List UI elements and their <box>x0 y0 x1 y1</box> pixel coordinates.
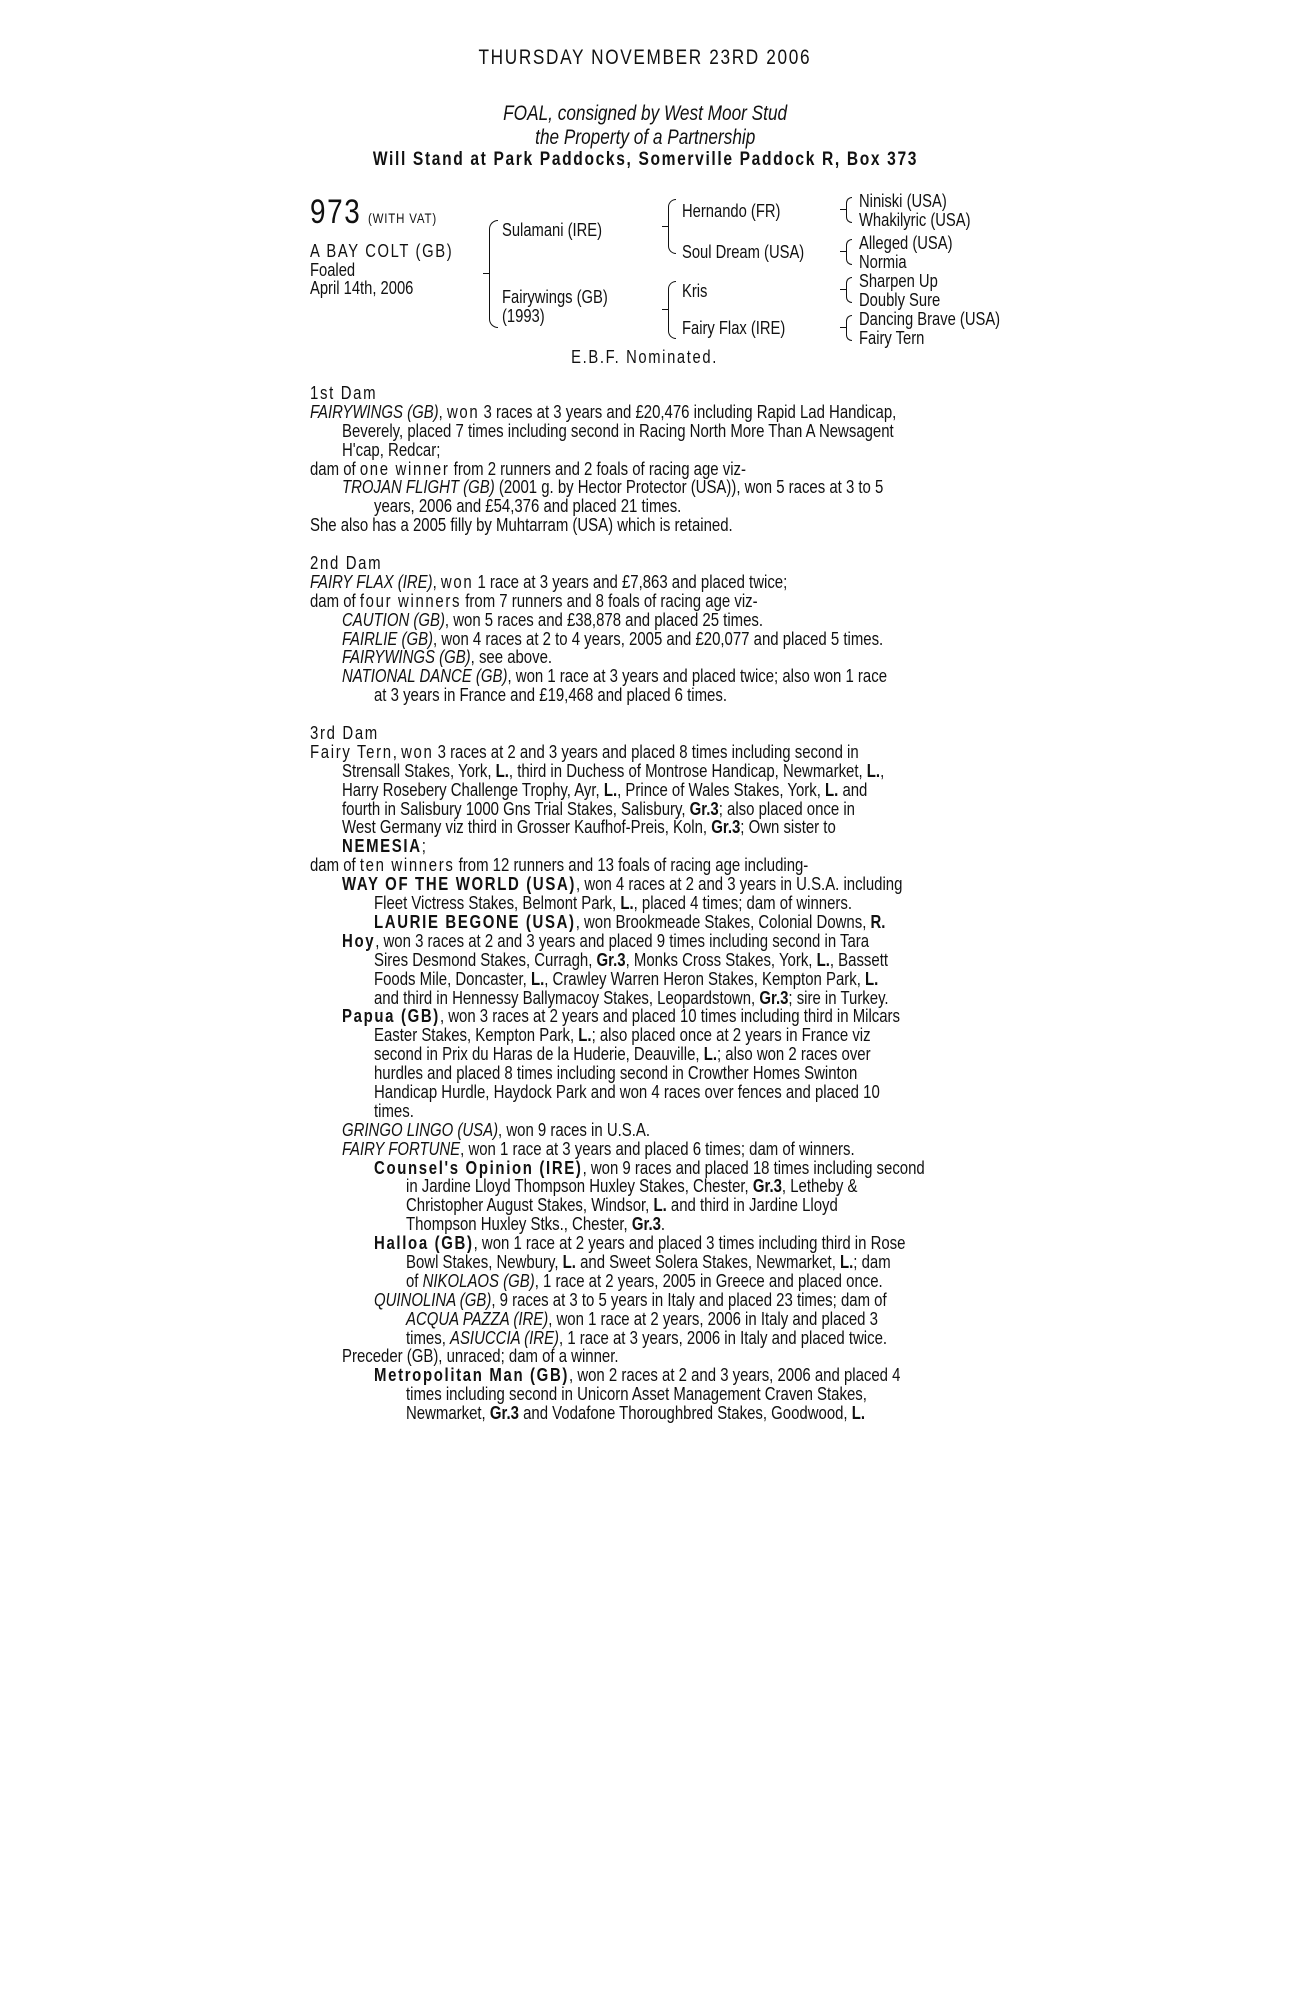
record-line <box>310 913 990 932</box>
text-run: , Prince of Wales Stakes, York, <box>617 779 826 800</box>
text-run: won <box>446 401 480 422</box>
text-run: dam of <box>310 590 360 611</box>
text-run: CAUTION (GB) <box>342 609 445 630</box>
sire-sire: Hernando (FR) <box>682 201 781 221</box>
text-run: , see above. <box>470 647 553 668</box>
text-run: times. <box>374 1100 414 1121</box>
text-run: Counsel's Opinion (IRE) <box>374 1157 583 1178</box>
text-run: Fairy Tern <box>310 741 393 762</box>
text-run: years, 2006 and £54,376 and placed 21 times. <box>374 496 682 517</box>
record-line <box>310 1310 990 1329</box>
section-heading <box>310 554 990 573</box>
record-line <box>310 611 990 630</box>
record-line <box>310 403 990 422</box>
record-line <box>310 1007 990 1026</box>
text-run: R. <box>870 911 886 932</box>
text-run: 1 race at 3 years and £7,863 and placed twice; <box>473 571 788 592</box>
text-run: , <box>392 741 402 762</box>
text-run: FAIRY FORTUNE <box>342 1138 461 1159</box>
text-run: Fleet Victress Stakes, Belmont Park, <box>374 893 621 914</box>
text-run: dam of <box>310 855 360 876</box>
text-run: L. <box>851 1403 866 1424</box>
gen3-2: Whakilyric (USA) <box>859 210 971 230</box>
section-gap <box>310 535 990 554</box>
text-run: L. <box>578 1025 592 1046</box>
text-run: , <box>880 760 885 781</box>
text-run: from 2 runners and 2 foals of racing age viz- <box>449 458 746 479</box>
record-line <box>310 970 990 989</box>
text-run: L. <box>866 760 881 781</box>
sire-brace <box>668 199 676 254</box>
gen3-7: Dancing Brave (USA) <box>859 309 1001 329</box>
record-line <box>310 1121 990 1140</box>
record-line <box>310 1196 990 1215</box>
text-run: , placed 4 times; dam of winners. <box>633 893 853 914</box>
text-run: won <box>401 741 434 762</box>
text-run: Foods Mile, Doncaster, <box>374 968 531 989</box>
dam-year: (1993) <box>502 306 545 326</box>
text-run: from 7 runners and 8 foals of racing age viz- <box>461 590 758 611</box>
text-run: Preceder (GB), unraced; dam of a winner. <box>342 1346 619 1367</box>
record-line <box>310 1272 990 1291</box>
text-run: , won 4 races at 2 to 4 years, 2005 and £20,077 and placed 5 times. <box>433 628 884 649</box>
text-run: LAURIE BEGONE (USA) <box>374 911 576 932</box>
text-run: L. <box>603 779 618 800</box>
lot-number: 973 (WITH VAT) <box>310 193 437 231</box>
text-run: and <box>838 779 868 800</box>
text-run: , won 1 race at 2 years and placed 3 times including third in Rose <box>473 1233 906 1254</box>
produce-record <box>310 384 990 1423</box>
text-run: L. <box>530 968 545 989</box>
text-run: NIKOLAOS (GB) <box>422 1270 535 1291</box>
text-run: Gr.3 <box>752 1176 782 1197</box>
section-gap <box>310 705 990 724</box>
foaled-label: Foaled <box>310 260 356 280</box>
text-run: hurdles and placed 8 times including second in Crowther Homes Swinton <box>374 1063 858 1084</box>
text-run: She also has a 2005 filly by Muhtarram (USA) which is retained. <box>310 515 733 536</box>
record-line <box>310 1102 990 1121</box>
text-run: , 1 race at 3 years, 2006 in Italy and placed twice. <box>559 1327 888 1348</box>
record-line <box>310 875 990 894</box>
record-line <box>310 686 990 705</box>
record-line <box>310 478 990 497</box>
text-run: (2001 g. by Hector Protector (USA)), won 5 races at 3 to 5 <box>494 477 884 498</box>
text-run: Metropolitan Man (GB) <box>374 1365 570 1386</box>
text-run: L. <box>562 1251 576 1272</box>
text-run: Halloa (GB) <box>374 1233 474 1254</box>
text-run: , <box>432 571 441 592</box>
text-run: L. <box>495 760 509 781</box>
text-run: GRINGO LINGO (USA) <box>342 1119 499 1140</box>
text-run: FAIRYWINGS (GB) <box>310 401 439 422</box>
text-run: , Crawley Warren Heron Stakes, Kempton Park, <box>544 968 866 989</box>
record-line <box>310 800 990 819</box>
lot-description: A BAY COLT (GB) <box>310 241 454 261</box>
text-run: won <box>440 571 474 592</box>
dam-brace <box>668 281 676 339</box>
text-run: 3rd Dam <box>310 723 379 744</box>
text-run: ; sire in Turkey. <box>788 987 889 1008</box>
record-line <box>310 1234 990 1253</box>
text-run: times including second in Unicorn Asset Management Craven Stakes, <box>406 1384 867 1405</box>
text-run: Easter Stakes, Kempton Park, <box>374 1025 579 1046</box>
record-line <box>310 1404 990 1423</box>
text-run: Harry Rosebery Challenge Trophy, Ayr, <box>342 779 604 800</box>
brace-3d <box>846 315 852 341</box>
text-run: L. <box>840 1251 854 1272</box>
brace-3c <box>846 277 852 303</box>
text-run: at 3 years in France and £19,468 and placed 6 times. <box>374 685 727 706</box>
text-run: , won 9 races in U.S.A. <box>498 1119 651 1140</box>
record-line <box>310 441 990 460</box>
record-line <box>310 818 990 837</box>
section-heading <box>310 724 990 743</box>
gen3-1: Niniski (USA) <box>859 191 947 211</box>
text-run: , won 2 races at 2 and 3 years, 2006 and placed 4 <box>569 1365 901 1386</box>
sire-name: Sulamani (IRE) <box>502 220 603 240</box>
text-run: NATIONAL DANCE (GB) <box>342 666 508 687</box>
text-run: FAIRLIE (GB) <box>342 628 434 649</box>
record-line <box>310 1385 990 1404</box>
text-run: Strensall Stakes, York, <box>342 760 496 781</box>
location-line: Will Stand at Park Paddocks, Somerville Paddock R, Box 373 <box>372 149 918 170</box>
brace-3a <box>846 197 852 223</box>
text-run: and Vodafone Thoroughbred Stakes, Goodwood, <box>518 1403 852 1424</box>
text-run: and Sweet Solera Stakes, Newmarket, <box>575 1251 841 1272</box>
record-line <box>310 497 990 516</box>
record-line <box>310 1347 990 1366</box>
record-line <box>310 422 990 441</box>
record-line <box>310 592 990 611</box>
sale-date: THURSDAY NOVEMBER 23RD 2006 <box>478 46 812 69</box>
text-run: . <box>660 1214 666 1235</box>
text-run: , won 3 races at 2 and 3 years and placed 9 times including second in Tara <box>375 930 870 951</box>
text-run: L. <box>816 949 830 970</box>
record-line <box>310 1253 990 1272</box>
text-run: , <box>438 401 447 422</box>
text-run: 2nd Dam <box>310 553 383 574</box>
text-run: Thompson Huxley Stks., Chester, <box>406 1214 632 1235</box>
dam-name: Fairywings (GB) <box>502 287 608 307</box>
record-line <box>310 762 990 781</box>
gen3-6: Doubly Sure <box>859 290 941 310</box>
text-run: , won Brookmeade Stakes, Colonial Downs, <box>575 911 871 932</box>
text-run: , won 1 race at 2 years, 2006 in Italy and placed 3 <box>548 1308 878 1329</box>
text-run: L. <box>653 1195 667 1216</box>
record-line <box>310 573 990 592</box>
text-run: 3 races at 2 and 3 years and placed 8 times including second in <box>433 741 859 762</box>
text-run: L. <box>620 893 634 914</box>
text-run: QUINOLINA (GB) <box>374 1289 492 1310</box>
text-run: , 9 races at 3 to 5 years in Italy and placed 23 times; dam of <box>491 1289 887 1310</box>
gen3-8: Fairy Tern <box>859 328 925 348</box>
text-run: , won 3 races at 2 years and placed 10 times including third in Milcars <box>439 1006 901 1027</box>
record-line <box>310 1329 990 1348</box>
record-line <box>310 1064 990 1083</box>
record-line <box>310 743 990 762</box>
text-run: Sires Desmond Stakes, Curragh, <box>374 949 597 970</box>
text-run: and third in Jardine Lloyd <box>666 1195 838 1216</box>
record-line <box>310 1215 990 1234</box>
text-run: fourth in Salisbury 1000 Gns Trial Stakes, Salisbury, <box>342 798 690 819</box>
record-line <box>310 630 990 649</box>
text-run: West Germany viz third in Grosser Kaufhof-Preis, Koln, <box>342 817 712 838</box>
text-run: of <box>406 1270 423 1291</box>
text-run: dam of <box>310 458 360 479</box>
text-run: ASIUCCIA (IRE) <box>450 1327 560 1348</box>
text-run: Papua (GB) <box>342 1006 440 1027</box>
text-run: ; <box>421 836 426 857</box>
text-run: 3 races at 3 years and £20,476 including Rapid Lad Handicap, <box>479 401 897 422</box>
record-line <box>310 460 990 479</box>
text-run: ; also won 2 races over <box>716 1044 871 1065</box>
record-line <box>310 516 990 535</box>
owner-line: the Property of a Partnership <box>534 126 756 149</box>
text-run: , Monks Cross Stakes, York, <box>625 949 817 970</box>
text-run: four winners <box>359 590 462 611</box>
text-run: Gr.3 <box>689 798 719 819</box>
text-run: L. <box>865 968 879 989</box>
record-line <box>310 781 990 800</box>
text-run: ; also placed once in <box>718 798 855 819</box>
brace-3b <box>846 239 852 265</box>
record-line <box>310 1291 990 1310</box>
text-run: ; also placed once at 2 years in France viz <box>591 1025 871 1046</box>
record-line <box>310 1366 990 1385</box>
text-run: Gr.3 <box>711 817 741 838</box>
text-run: Gr.3 <box>631 1214 661 1235</box>
text-run: Christopher August Stakes, Windsor, <box>406 1195 654 1216</box>
text-run: , won 1 race at 3 years and placed twice; also won 1 race <box>507 666 888 687</box>
text-run: Handicap Hurdle, Haydock Park and won 4 races over fences and placed 10 <box>374 1081 880 1102</box>
text-run: Beverely, placed 7 times including second in Racing North More Than A Newsagent <box>342 420 894 441</box>
record-line <box>310 667 990 686</box>
text-run: ; dam <box>853 1251 891 1272</box>
record-line <box>310 1159 990 1178</box>
record-line <box>310 648 990 667</box>
text-run: 1st Dam <box>310 383 378 403</box>
text-run: L. <box>703 1044 717 1065</box>
gen3-4: Normia <box>859 252 907 272</box>
record-line <box>310 951 990 970</box>
text-run: L. <box>825 779 839 800</box>
text-run: , Letheby & <box>781 1176 858 1197</box>
record-line <box>310 894 990 913</box>
text-run: Gr.3 <box>759 987 789 1008</box>
dam-sire: Kris <box>682 281 708 301</box>
text-run: , won 1 race at 3 years and placed 6 times; dam of winners. <box>460 1138 855 1159</box>
text-run: Hoy <box>342 930 376 951</box>
pedigree-brace <box>489 220 498 328</box>
text-run: NEMESIA <box>342 836 422 857</box>
record-line <box>310 1083 990 1102</box>
text-run: ten winners <box>359 855 455 876</box>
text-run: FAIRYWINGS (GB) <box>342 647 471 668</box>
record-line <box>310 856 990 875</box>
text-run: and third in Hennessy Ballymacoy Stakes, Leopardstown, <box>374 987 760 1008</box>
dam-dam: Fairy Flax (IRE) <box>682 318 786 338</box>
text-run: , third in Duchess of Montrose Handicap, Newmarket, <box>508 760 867 781</box>
text-run: Newmarket, <box>406 1403 490 1424</box>
section-heading <box>310 384 990 403</box>
gen3-3: Alleged (USA) <box>859 233 953 253</box>
record-line <box>310 1045 990 1064</box>
record-line <box>310 932 990 951</box>
text-run: Gr.3 <box>596 949 626 970</box>
record-line <box>310 1140 990 1159</box>
text-run: one winner <box>359 458 450 479</box>
record-line <box>310 837 990 856</box>
text-run: Bowl Stakes, Newbury, <box>406 1251 563 1272</box>
text-run: , won 5 races and £38,878 and placed 25 times. <box>444 609 764 630</box>
text-run: FAIRY FLAX (IRE) <box>310 571 433 592</box>
text-run: times, <box>406 1327 451 1348</box>
gen3-5: Sharpen Up <box>859 271 938 291</box>
text-run: second in Prix du Haras de la Huderie, Deauville, <box>374 1044 704 1065</box>
text-run: from 12 runners and 13 foals of racing age including- <box>454 855 809 876</box>
record-line <box>310 989 990 1008</box>
text-run: , won 4 races at 2 and 3 years in U.S.A. including <box>576 874 903 895</box>
consignor-line: FOAL, consigned by West Moor Stud <box>503 102 787 125</box>
sire-dam: Soul Dream (USA) <box>682 242 805 262</box>
foaled-date: April 14th, 2006 <box>310 278 414 298</box>
text-run: in Jardine Lloyd Thompson Huxley Stakes, Chester, <box>406 1176 753 1197</box>
text-run: Gr.3 <box>489 1403 519 1424</box>
text-run: , won 9 races and placed 18 times including second <box>582 1157 925 1178</box>
text-run: TROJAN FLIGHT (GB) <box>342 477 495 498</box>
record-line <box>310 1177 990 1196</box>
text-run: ; Own sister to <box>740 817 836 838</box>
text-run: ACQUA PAZZA (IRE) <box>406 1308 549 1329</box>
record-line <box>310 1026 990 1045</box>
vat-note: (WITH VAT) <box>368 210 437 226</box>
text-run: , Bassett <box>829 949 889 970</box>
text-run: H'cap, Redcar; <box>342 439 441 460</box>
text-run: WAY OF THE WORLD (USA) <box>342 874 577 895</box>
text-run: , 1 race at 2 years, 2005 in Greece and placed once. <box>534 1270 883 1291</box>
ebf-note: E.B.F. Nominated. <box>571 347 719 367</box>
